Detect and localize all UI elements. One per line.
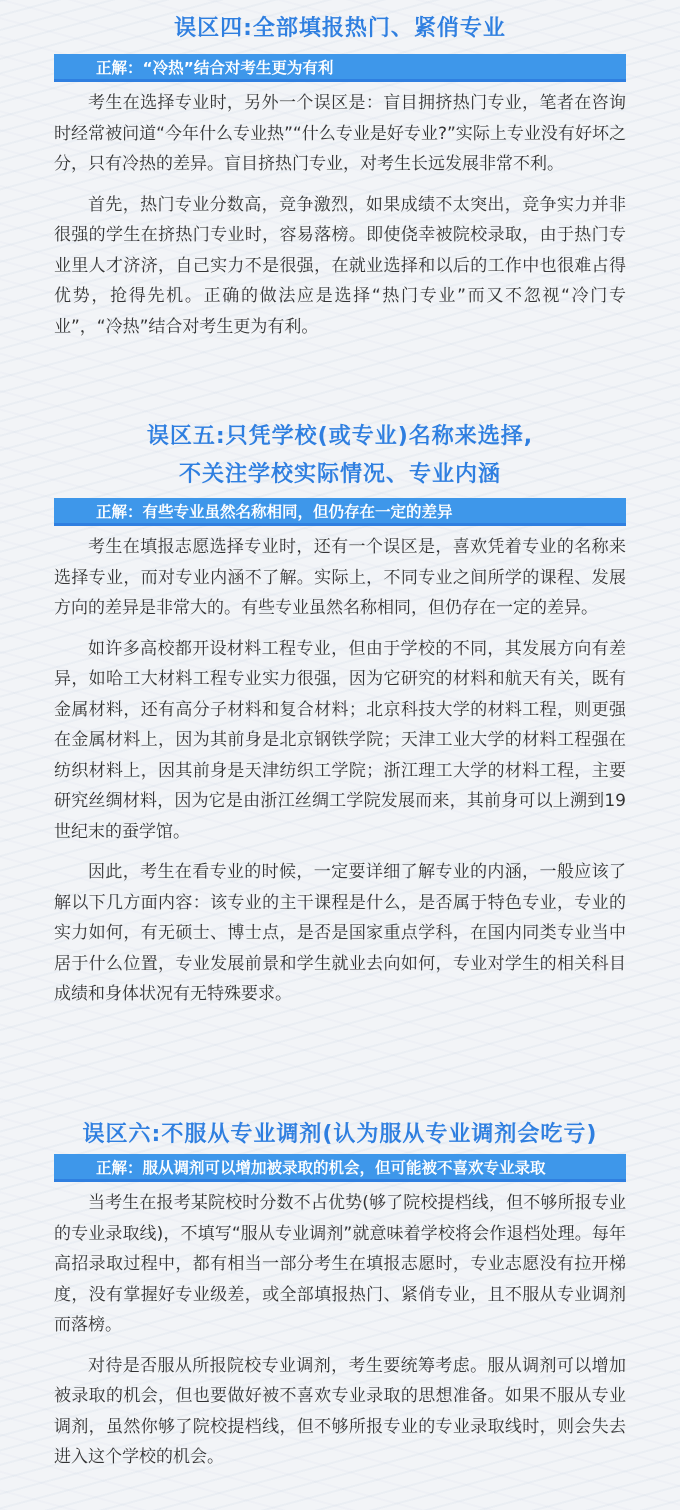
paragraph: 考生在填报志愿选择专业时，还有一个误区是，喜欢凭着专业的名称来选择专业，而对专业内涵不了解。实际上，不同专业之间所学的课程、发展方向的差异是非常大的。有些专业虽然名称相同，但仍存在一定的差异。	[54, 537, 626, 618]
section-misconception-4	[0, 10, 680, 342]
paragraph: 如许多高校都开设材料工程专业，但由于学校的不同，其发展方向有差异，如哈工大材料工程专业实力很强，因为它研究的材料和航天有关，既有金属材料，还有高分子材料和复合材料；北京科技大学的材料工程，则更强在金属材料上，因为其前身是北京钢铁学院；天津工业大学的材料工程强在纺织材料上，因其前身是天津纺织工学院；浙江理工大学的材料工程，主要研究丝绸材料，因为它是由浙江丝绸工学院发展而来，其前身可以上溯到19世纪末的蚕学馆。	[54, 638, 626, 842]
paragraph: 考生在选择专业时，另外一个误区是：盲目拥挤热门专业，笔者在咨询时经常被问道“今年什么专业热”“什么专业是好专业?”实际上专业没有好坏之分，只有冷热的差异。盲目挤热门专业，对考生长远发展非常不利。	[54, 93, 627, 174]
paragraph: 当考生在报考某院校时分数不占优势(够了院校提档线，但不够所报专业的专业录取线)，不填写“服从专业调剂”就意味着学校将会作退档处理。每年高招录取过程中，都有相当一部分考生在填报志愿时，专业志愿没有拉开梯度，没有掌握好专业级差，或全部填报热门、紧俏专业，且不服从专业调剂而落榜。	[54, 1193, 626, 1335]
paragraph: 首先，热门专业分数高，竞争激烈，如果成绩不太突出，竞争实力并非很强的学生在挤热门专业时，容易落榜。即使侥幸被院校录取，由于热门专业里人才济济，自己实力不是很强，在就业选择和以后的工作中也很难占得优势，抢得先机。正确的做法应是选择“热门专业”而又不忽视“冷门专业”，“冷热”结合对考生更为有利。	[54, 194, 626, 337]
heading-line: 误区六:不服从专业调剂(认为服从专业调剂会吃亏)	[82, 1122, 598, 1147]
section-heading	[0, 418, 680, 494]
heading-line: 不关注学校实际情况、专业内涵	[178, 462, 501, 487]
section-heading	[0, 10, 680, 48]
section-heading	[0, 1116, 680, 1154]
answer-banner: 正解：服从调剂可以增加被录取的机会，但可能被不喜欢专业录取	[54, 1154, 626, 1182]
answer-banner: 正解：有些专业虽然名称相同，但仍存在一定的差异	[54, 498, 626, 526]
section-misconception-5	[0, 418, 680, 1010]
heading-line: 误区五:只凭学校(或专业)名称来选择,	[146, 424, 534, 449]
paragraph: 对待是否服从所报院校专业调剂，考生要统筹考虑。服从调剂可以增加被录取的机会，但也要做好被不喜欢专业录取的思想准备。如果不服从专业调剂，虽然你够了院校提档线，但不够所报专业的专业录取线时，则会失去进入这个学校的机会。	[54, 1355, 626, 1467]
section-misconception-6	[0, 1116, 680, 1473]
paragraph: 因此，考生在看专业的时候，一定要详细了解专业的内涵，一般应该了解以下几方面内容：该专业的主干课程是什么，是否属于特色专业，专业的实力如何，有无硕士、博士点，是否是国家重点学科，在国内同类专业当中居于什么位置，专业发展前景和学生就业去向如何，专业对学生的相关科目成绩和身体状况有无特殊要求。	[54, 862, 626, 1004]
heading-line: 误区四:全部填报热门、紧俏专业	[174, 16, 506, 41]
answer-banner: 正解：“冷热”结合对考生更为有利	[54, 54, 626, 82]
